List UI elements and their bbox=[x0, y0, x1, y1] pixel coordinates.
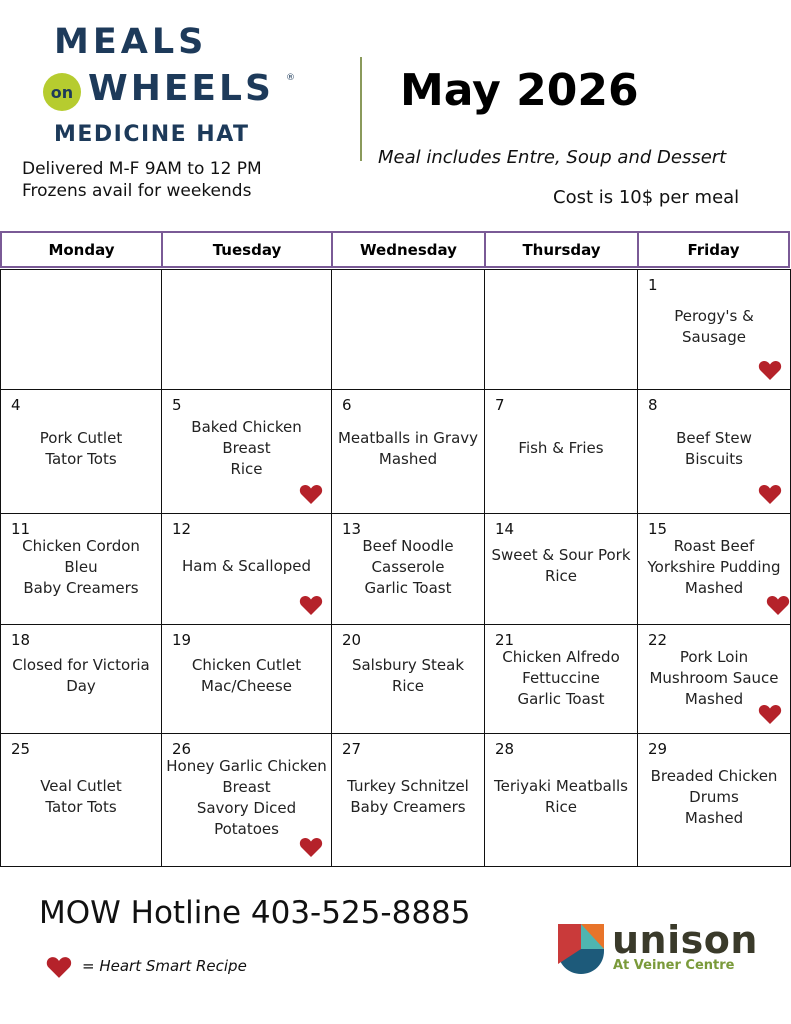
day-number: 15 bbox=[648, 520, 668, 538]
calendar-day-4 bbox=[0, 389, 162, 514]
meal-line: Yorkshire Pudding bbox=[647, 558, 781, 576]
meal-line: Mashed bbox=[684, 579, 744, 597]
meal-line: Sweet & Sour Pork bbox=[491, 546, 631, 564]
day-number: 1 bbox=[648, 276, 658, 294]
meal-description bbox=[638, 306, 790, 348]
registered-mark: ® bbox=[286, 73, 295, 83]
calendar-day-1 bbox=[637, 269, 791, 390]
meal-line: Mac/Cheese bbox=[201, 677, 292, 695]
meal-line: Ham & Scalloped bbox=[181, 557, 312, 575]
calendar-day-18 bbox=[0, 624, 162, 734]
day-number: 20 bbox=[342, 631, 362, 649]
meal-line: Mashed bbox=[378, 450, 438, 468]
calendar-day-19 bbox=[161, 624, 332, 734]
meal-line: Mashed bbox=[684, 809, 744, 827]
meal-line: Biscuits bbox=[685, 450, 743, 468]
meal-description bbox=[638, 647, 790, 710]
logo-wheels-text: WHEELS bbox=[88, 68, 274, 109]
meal-description bbox=[1, 428, 161, 470]
day-number: 28 bbox=[495, 740, 515, 758]
meal-description bbox=[485, 438, 637, 459]
logo-medicine-hat-text: MEDICINE HAT bbox=[54, 122, 250, 147]
meal-line: Chicken Cutlet bbox=[191, 656, 302, 674]
meal-line: Breaded Chicken bbox=[650, 767, 778, 785]
day-header-friday: Friday bbox=[637, 231, 790, 268]
meal-line: Baby Creamers bbox=[350, 798, 466, 816]
day-header-wednesday: Wednesday bbox=[331, 231, 486, 268]
meal-line: Pork Cutlet bbox=[39, 429, 123, 447]
meal-line: Tator Tots bbox=[45, 450, 117, 468]
header-divider bbox=[360, 57, 362, 161]
meal-line: Beef Stew bbox=[676, 429, 752, 447]
meal-description bbox=[162, 655, 331, 697]
unison-logo-icon bbox=[558, 924, 604, 974]
meal-line: Teriyaki Meatballs bbox=[494, 777, 628, 795]
day-number: 19 bbox=[172, 631, 192, 649]
legend-text: = Heart Smart Recipe bbox=[82, 957, 247, 975]
heart-icon bbox=[766, 594, 790, 616]
meal-description bbox=[485, 545, 637, 587]
heart-icon bbox=[299, 836, 323, 858]
calendar-empty-cell bbox=[0, 269, 162, 390]
calendar-empty-cell bbox=[484, 269, 638, 390]
meal-line: Turkey Schnitzel bbox=[347, 777, 469, 795]
day-header-monday: Monday bbox=[0, 231, 163, 268]
meal-description bbox=[1, 776, 161, 818]
calendar-day-28 bbox=[484, 733, 638, 867]
meal-line: Mashed bbox=[684, 690, 744, 708]
meal-description bbox=[485, 647, 637, 710]
day-number: 11 bbox=[11, 520, 31, 538]
meal-description bbox=[1, 655, 161, 697]
meal-calendar bbox=[0, 231, 790, 867]
meal-line: Rice bbox=[544, 798, 578, 816]
calendar-day-14 bbox=[484, 513, 638, 625]
meal-description bbox=[638, 766, 790, 829]
day-number: 12 bbox=[172, 520, 192, 538]
unison-logo-text: unison bbox=[612, 918, 758, 962]
logo-on-badge: on bbox=[43, 73, 81, 111]
heart-icon bbox=[299, 594, 323, 616]
day-number: 18 bbox=[11, 631, 31, 649]
day-number: 14 bbox=[495, 520, 515, 538]
meal-line: Bleu bbox=[64, 558, 98, 576]
meal-line: Drums bbox=[689, 788, 739, 806]
calendar-day-29 bbox=[637, 733, 791, 867]
meal-description bbox=[638, 428, 790, 470]
page-title: May 2026 bbox=[400, 65, 639, 116]
meal-line: Potatoes bbox=[214, 820, 279, 838]
meal-line: Fettuccine bbox=[522, 669, 600, 687]
day-number: 27 bbox=[342, 740, 362, 758]
calendar-day-8 bbox=[637, 389, 791, 514]
day-header-tuesday: Tuesday bbox=[161, 231, 333, 268]
day-number: 7 bbox=[495, 396, 505, 414]
meal-line: Roast Beef bbox=[673, 537, 755, 555]
calendar-day-21 bbox=[484, 624, 638, 734]
meal-line: Tator Tots bbox=[45, 798, 117, 816]
meal-line: Baked Chicken bbox=[191, 418, 302, 436]
meal-line: Veal Cutlet bbox=[40, 777, 122, 795]
meal-line: Beef Noodle bbox=[362, 537, 454, 555]
meal-description bbox=[162, 556, 331, 577]
meal-line: Breast bbox=[222, 778, 271, 796]
meal-line: Meatballs in Gravy bbox=[337, 429, 479, 447]
meal-description bbox=[638, 536, 790, 599]
meal-line: Chicken Alfredo bbox=[502, 648, 620, 666]
calendar-empty-cell bbox=[161, 269, 332, 390]
heart-icon bbox=[758, 359, 782, 381]
meal-line: Baby Creamers bbox=[23, 579, 139, 597]
meal-line: Rice bbox=[391, 677, 425, 695]
meal-line: Day bbox=[66, 677, 96, 695]
meal-line: Perogy's & bbox=[674, 307, 754, 325]
frozens-note-text: Frozens avail for weekends bbox=[22, 181, 252, 201]
calendar-day-6 bbox=[331, 389, 485, 514]
heart-icon bbox=[758, 703, 782, 725]
calendar-day-7 bbox=[484, 389, 638, 514]
meal-line: Honey Garlic Chicken bbox=[166, 757, 327, 775]
meal-line: Closed for Victoria bbox=[12, 656, 150, 674]
calendar-day-12 bbox=[161, 513, 332, 625]
calendar-day-15 bbox=[637, 513, 791, 625]
meal-description bbox=[1, 536, 161, 599]
calendar-day-22 bbox=[637, 624, 791, 734]
meal-description bbox=[332, 536, 484, 599]
heart-icon bbox=[758, 483, 782, 505]
day-number: 4 bbox=[11, 396, 21, 414]
meal-description bbox=[332, 428, 484, 470]
meal-line: Mushroom Sauce bbox=[649, 669, 779, 687]
meal-line: Rice bbox=[544, 567, 578, 585]
meal-line: Garlic Toast bbox=[517, 690, 605, 708]
calendar-empty-cell bbox=[331, 269, 485, 390]
meal-line: Salsbury Steak bbox=[351, 656, 465, 674]
calendar-day-5 bbox=[161, 389, 332, 514]
meal-description bbox=[162, 756, 331, 840]
day-number: 6 bbox=[342, 396, 352, 414]
meal-description bbox=[332, 655, 484, 697]
calendar-day-27 bbox=[331, 733, 485, 867]
hotline-text: MOW Hotline 403-525-8885 bbox=[39, 895, 471, 931]
meal-description bbox=[332, 776, 484, 818]
meal-line: Chicken Cordon bbox=[22, 537, 140, 555]
heart-icon bbox=[45, 955, 73, 979]
meal-includes-text: Meal includes Entre, Soup and Dessert bbox=[378, 147, 727, 168]
meal-description bbox=[162, 417, 331, 480]
day-number: 5 bbox=[172, 396, 182, 414]
day-number: 13 bbox=[342, 520, 362, 538]
unison-subtitle-text: At Veiner Centre bbox=[613, 958, 735, 973]
calendar-day-20 bbox=[331, 624, 485, 734]
day-number: 21 bbox=[495, 631, 515, 649]
day-number: 29 bbox=[648, 740, 668, 758]
day-number: 8 bbox=[648, 396, 658, 414]
meal-line: Casserole bbox=[371, 558, 445, 576]
meal-line: Breast bbox=[222, 439, 271, 457]
cost-text: Cost is 10$ per meal bbox=[553, 187, 740, 208]
meal-line: Pork Loin bbox=[679, 648, 749, 666]
meal-line: Rice bbox=[230, 460, 263, 478]
calendar-day-25 bbox=[0, 733, 162, 867]
day-number: 22 bbox=[648, 631, 668, 649]
meal-line: Garlic Toast bbox=[364, 579, 452, 597]
meal-description bbox=[485, 776, 637, 818]
logo-meals-text: MEALS bbox=[54, 22, 208, 62]
meal-line: Sausage bbox=[682, 328, 746, 346]
calendar-day-26 bbox=[161, 733, 332, 867]
day-number: 26 bbox=[172, 740, 192, 758]
day-number: 25 bbox=[11, 740, 31, 758]
heart-icon bbox=[299, 483, 323, 505]
calendar-day-13 bbox=[331, 513, 485, 625]
meal-line: Savory Diced bbox=[196, 799, 297, 817]
day-header-thursday: Thursday bbox=[484, 231, 639, 268]
calendar-day-11 bbox=[0, 513, 162, 625]
delivery-hours-text: Delivered M-F 9AM to 12 PM bbox=[22, 159, 262, 179]
meal-line: Fish & Fries bbox=[518, 439, 604, 457]
